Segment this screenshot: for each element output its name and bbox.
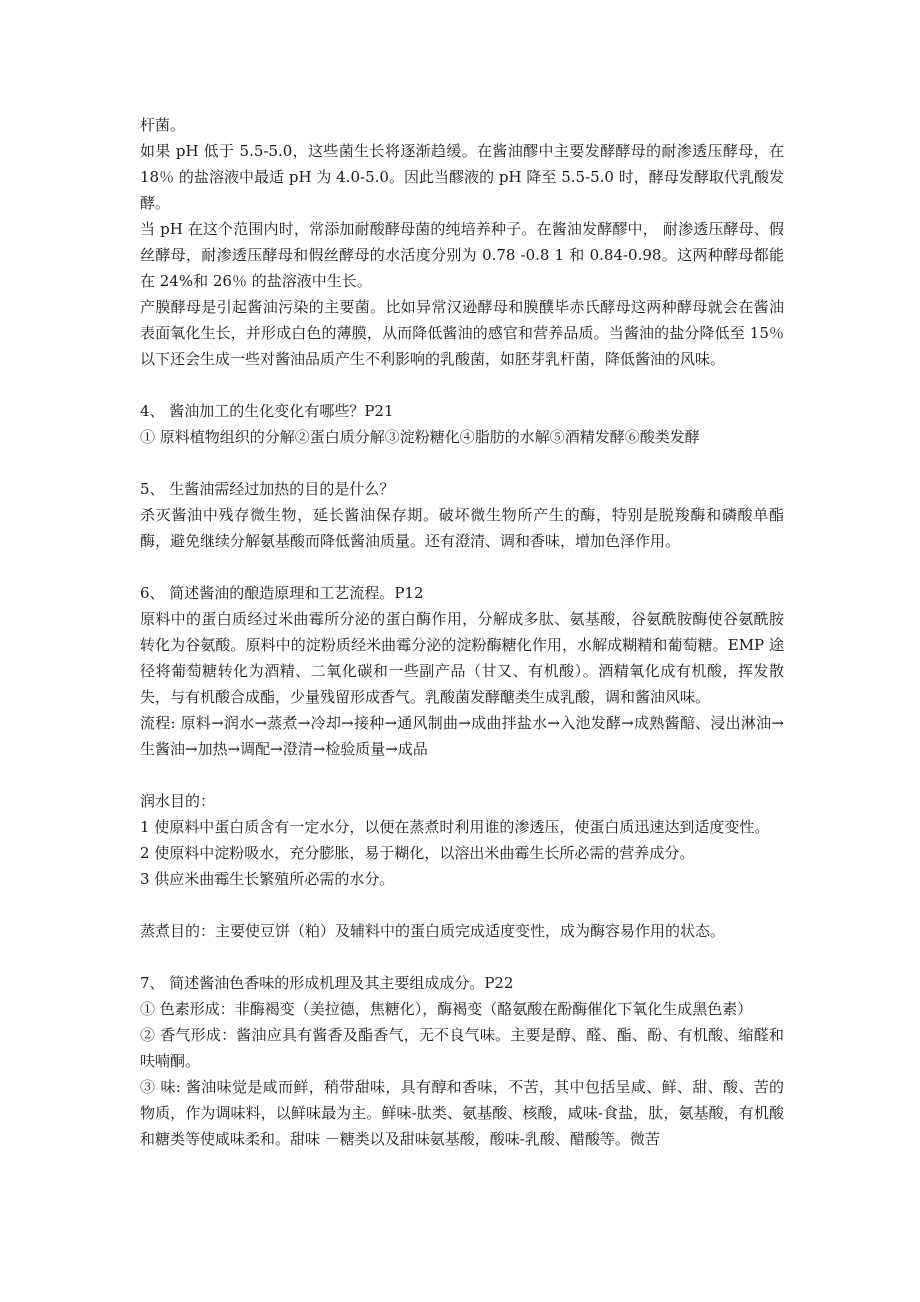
soaking-purpose-item-3: 3 供应米曲霉生长繁殖所必需的水分。 <box>140 870 395 888</box>
question-6-heading: 6、 简述酱油的酿造原理和工艺流程。P12 <box>140 584 424 602</box>
question-6-principle: 原料中的蛋白质经过米曲霉所分泌的蛋白酶作用，分解成多肽、氨基酸，谷氨酰胺酶使谷氨酰胺转化为谷氨酸。原料中的淀粉质经米曲霉分泌的淀粉酶糖化作用，水解成糊精和葡萄糖。EMP 途径将葡萄糖转化为酒精、二氧化碳和一些副产品（甘又、有机酸）。酒精氧化成有机酸，挥发散失，与有机酸合成酯，少量残留形成香气。乳酸菌发酵醣类生成乳酸，调和酱油风味。 <box>140 610 784 706</box>
blank-line <box>140 762 784 788</box>
soaking-purpose-item-1: 1 使原料中蛋白质含有一定水分，以便在蒸煮时利用谁的渗透压，使蛋白质迅速达到适度变性。 <box>140 818 770 836</box>
question-7-taste: ③ 味: 酱油味觉是咸而鲜，稍带甜味，具有醇和香味，不苦，其中包括呈咸、鲜、甜、酸、苦的物质，作为调味料，以鲜味最为主。鲜味-肽类、氨基酸、核酸，咸味-食盐，肽，氨基酸，有机酸和糖类等使咸味柔和。甜味 －糖类以及甜味氨基酸，酸味-乳酸、醋酸等。微苦 <box>140 1078 784 1148</box>
question-6-process-flow: 流程: 原料→润水→蒸煮→冷却→接种→通风制曲→成曲拌盐水→入池发酵→成熟酱醅、浸出淋油→生酱油→加热→调配→澄清→检验质量→成品 <box>140 714 784 758</box>
paragraph-film-yeast: 产膜酵母是引起酱油污染的主要菌。比如异常汉逊酵母和膜醭毕赤氏酵母这两种酵母就会在酱油表面氧化生长，并形成白色的薄膜，从而降低酱油的感官和营养品质。当酱油的盐分降低至 15％ 以下还会生成一些对酱油品质产生不利影响的乳酸菌，如胚芽乳杆菌，降低酱油的风味。 <box>140 298 784 368</box>
document-body <box>140 112 784 1152</box>
question-4-answer: ① 原料植物组织的分解②蛋白质分解③淀粉糖化④脂肪的水解⑤酒精发酵⑥酸类发酵 <box>140 428 700 446</box>
blank-line <box>140 892 784 918</box>
soaking-purpose-heading: 润水目的： <box>140 792 216 810</box>
paragraph-ph-yeast: 如果 pH 低于 5.5-5.0，这些菌生长将逐渐趋缓。在酱油醪中主要发酵酵母的耐渗透压酵母，在 18％ 的盐溶液中最适 pH 为 4.0-5.0。因此当醪液的 pH 降至 5.5-5.0 时，酵母发酵取代乳酸发酵。 <box>140 142 784 212</box>
paragraph-rod-bacteria-end: 杆菌。 <box>140 116 186 134</box>
blank-line <box>140 944 784 970</box>
steaming-purpose: 蒸煮目的：主要使豆饼（粕）及辅料中的蛋白质完成适度变性，成为酶容易作用的状态。 <box>140 922 726 940</box>
blank-line <box>140 450 784 476</box>
question-7-color: ① 色素形成：非酶褐变（美拉德，焦糖化），酶褐变（酪氨酸在酚酶催化下氧化生成黑色素） <box>140 1000 753 1018</box>
soaking-purpose-item-2: 2 使原料中淀粉吸水，充分膨胀，易于糊化，以溶出米曲霉生长所必需的营养成分。 <box>140 844 695 862</box>
paragraph-acid-tolerant-yeast: 当 pH 在这个范围内时，常添加耐酸酵母菌的纯培养种子。在酱油发酵醪中， 耐渗透压酵母、假丝酵母，耐渗透压酵母和假丝酵母的水活度分别为 0.78 -0.8 1 和 0.84-0.98。这两种酵母都能在 24%和 26％ 的盐溶液中生长。 <box>140 220 784 290</box>
question-7-heading: 7、 简述酱油色香味的形成机理及其主要组成成分。P22 <box>140 974 514 992</box>
question-5-answer: 杀灭酱油中残存微生物，延长酱油保存期。破坏微生物所产生的酶，特别是脱羧酶和磷酸单酯酶，避免继续分解氨基酸而降低酱油质量。还有澄清、调和香味，增加色泽作用。 <box>140 506 784 550</box>
blank-line <box>140 372 784 398</box>
question-4-heading: 4、 酱油加工的生化变化有哪些？P21 <box>140 402 394 420</box>
question-5-heading: 5、 生酱油需经过加热的目的是什么？ <box>140 480 395 498</box>
blank-line <box>140 554 784 580</box>
question-7-aroma: ② 香气形成：酱油应具有酱香及酯香气，无不良气味。主要是醇、醛、酯、酚、有机酸、缩醛和呋喃酮。 <box>140 1026 784 1070</box>
